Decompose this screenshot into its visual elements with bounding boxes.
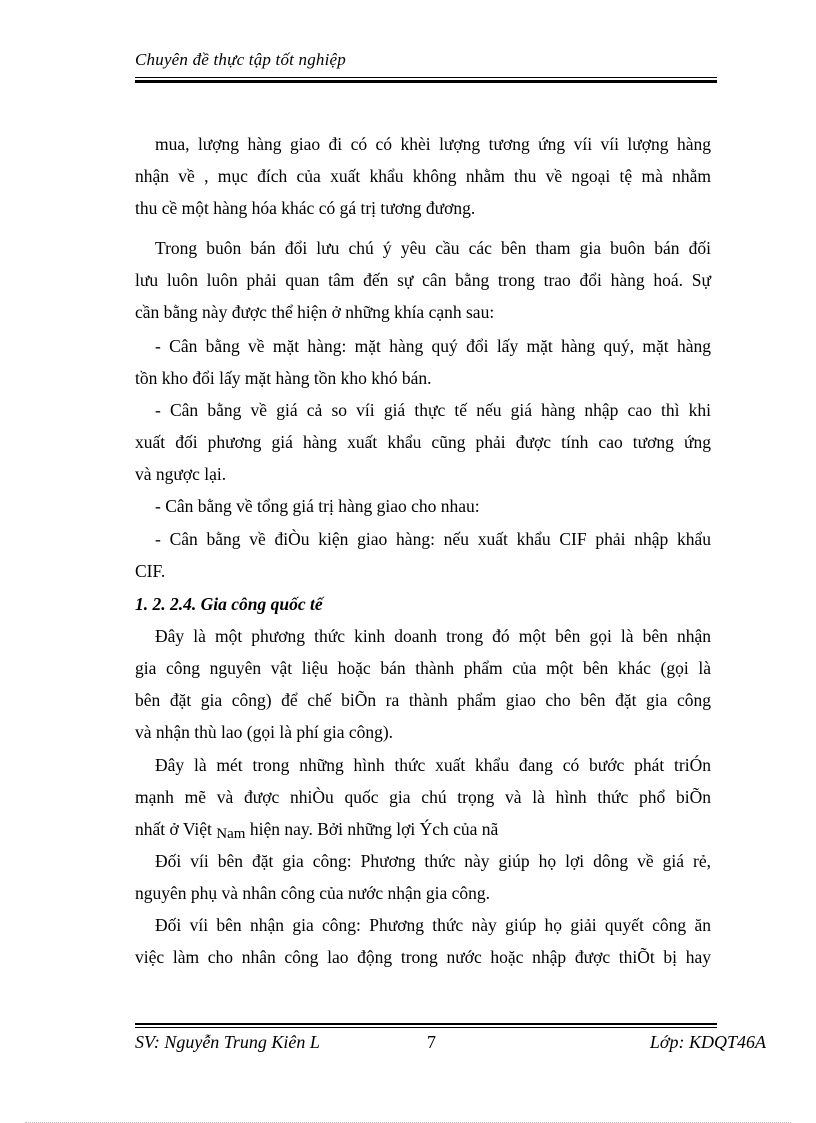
body-line: - Cân bằng về giá cả so víi giá thực tế nếu giá hàng nhập cao thì khi <box>155 400 711 420</box>
body-line: - Cân bằng về mặt hàng: mặt hàng quý đổi lấy mặt hàng quý, mặt hàng <box>155 336 711 356</box>
page-number: 7 <box>427 1032 436 1052</box>
body-line: cần bằng này được thể hiện ở những khía cạnh sau: <box>135 302 495 322</box>
body-line: Đây là mét trong những hình thức xuất khẩu đang có bước phát triÓn <box>155 755 711 775</box>
body-line: nhận về , mục đích của xuất khẩu không nhằm thu về ngoại tệ mà nhằm <box>135 166 711 186</box>
body-line: gia công nguyên vật liệu hoặc bán thành phẩm của một bên khác (gọi là <box>135 658 711 678</box>
body-line: - Cân bằng về tổng giá trị hàng giao cho nhau: <box>155 496 480 516</box>
header-rule-thick <box>135 80 717 83</box>
body-line: Đối víi bên nhận gia công: Phương thức này giúp họ giải quyết công ăn <box>155 915 711 935</box>
body-line: và nhận thù lao (gọi là phí gia công). <box>135 722 394 742</box>
body-line: Đây là một phương thức kinh doanh trong đó một bên gọi là bên nhận <box>155 626 711 646</box>
body-line: thu cề một hàng hóa khác có gá trị tương đương. <box>135 198 476 218</box>
body-line: xuất đối phương giá hàng xuất khẩu cũng phải được tính cao tương ứng <box>135 432 711 452</box>
body-line: mua, lượng hàng giao đi có có khèi lượng tương ứng víi víi lượng hàng <box>155 134 711 154</box>
body-line: - Cân bằng về điÒu kiện giao hàng: nếu xuất khẩu CIF phải nhập khẩu <box>155 529 711 549</box>
body-line: nguyên phụ và nhân công của nước nhận gia công. <box>135 883 491 903</box>
section-heading: 1. 2. 2.4. Gia công quốc tế <box>135 594 323 614</box>
body-line-part: nhất ở Việt <box>135 819 212 839</box>
body-line: Đối víi bên đặt gia công: Phương thức này giúp họ lợi dông về giá rẻ, <box>155 851 711 871</box>
footer-rule-thick <box>135 1023 717 1025</box>
footer-student: SV: Nguyễn Trung Kiên L <box>135 1032 320 1052</box>
body-line: tồn kho đổi lấy mặt hàng tồn kho khó bán. <box>135 368 432 388</box>
body-line: CIF. <box>135 561 166 581</box>
body-line: việc làm cho nhân công lao động trong nước hoặc nhập được thiÕt bị hay <box>135 947 711 967</box>
body-line <box>135 819 711 844</box>
header-rule-thin <box>135 77 717 78</box>
body-line: bên đặt gia công) để chế biÕn ra thành phẩm giao cho bên đặt gia công <box>135 690 711 710</box>
body-line: mạnh mẽ và được nhiÒu quốc gia chú trọng và là hình thức phổ biÕn <box>135 787 711 807</box>
footer-class: Lớp: KDQT46A <box>649 1032 766 1052</box>
header-title: Chuyên đề thực tập tốt nghiệp <box>135 50 347 69</box>
body-line: lưu luôn luôn phải quan tâm đến sự cân bằng trong trao đổi hàng hoá. Sự <box>135 270 711 290</box>
footer-rule-thin <box>135 1027 717 1028</box>
body-line-subscript: Nam <box>216 826 246 842</box>
body-line-part: hiện nay. Bởi những lợi Ých của nã <box>249 819 499 839</box>
body-line: Trong buôn bán đổi lưu chú ý yêu cầu các bên tham gia buôn bán đối <box>155 238 711 258</box>
body-line: và ngược lại. <box>135 464 227 484</box>
